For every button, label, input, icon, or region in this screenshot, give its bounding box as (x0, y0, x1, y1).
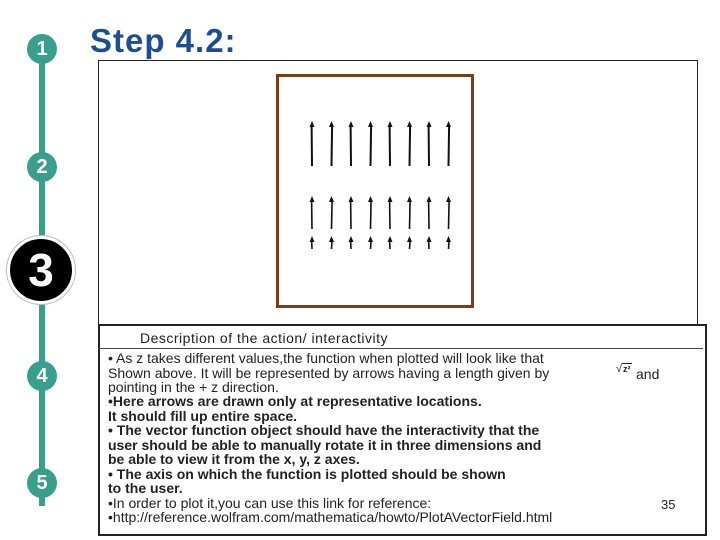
sqrt-formula: √z² (616, 363, 631, 375)
desc-line-5: It should fill up entire space. (108, 408, 298, 424)
desc-line-3: pointing in the + z direction. (108, 379, 279, 395)
page-title: Step 4.2: (90, 22, 237, 59)
desc-line-8: be able to view it from the x, y, z axes. (108, 451, 360, 467)
field-arrow (310, 196, 315, 229)
desc-line-1: • As z takes different values,the function when plotted will look like that (108, 350, 544, 366)
desc-line-12[interactable]: •http://reference.wolfram.com/mathematica/howto/PlotAVectorField.html (108, 509, 553, 525)
step-5[interactable] (27, 468, 57, 498)
description-heading: Description of the action/ interactivity (140, 330, 388, 346)
step-3-active[interactable] (7, 236, 75, 304)
field-arrow (446, 196, 451, 229)
step-2[interactable] (27, 152, 57, 182)
desc-line-6: • The vector function object should have the interactivity that the (108, 422, 540, 438)
field-arrow (407, 196, 412, 229)
step-1[interactable] (27, 34, 57, 64)
field-arrow (329, 196, 334, 229)
step-5-label: 5 (36, 471, 48, 494)
page-number: 35 (661, 497, 676, 512)
desc-line-11: •In order to plot it,you can use this link for reference: (108, 495, 432, 511)
field-arrow (388, 236, 393, 249)
field-arrow (310, 121, 315, 166)
step-3-label: 3 (28, 244, 54, 296)
field-arrow (427, 196, 432, 229)
field-arrow (329, 121, 334, 166)
desc-line-9: • The axis on which the function is plotted should be shown (108, 466, 506, 482)
field-arrow (310, 236, 315, 249)
field-arrow (446, 236, 451, 249)
field-arrow (388, 121, 393, 166)
vector-field-plot (276, 74, 474, 308)
desc-line-2-suffix: and (636, 366, 660, 382)
desc-line-2: Shown above. It will be represented by arrows having a length given by (108, 365, 550, 381)
field-arrow (349, 236, 354, 249)
desc-line-10: to the user. (108, 480, 183, 496)
field-arrow (388, 196, 393, 229)
field-arrow (368, 121, 373, 166)
field-arrow (427, 236, 432, 249)
sqrt-radicand: z² (623, 364, 631, 374)
step-2-label: 2 (36, 155, 48, 178)
field-arrow (368, 236, 373, 249)
step-4-label: 4 (36, 364, 48, 387)
field-arrow (349, 196, 354, 229)
vector-field-arrows (279, 77, 471, 305)
field-arrow (427, 121, 432, 166)
field-arrow (329, 236, 334, 249)
step-4[interactable] (27, 361, 57, 391)
field-arrow (407, 236, 412, 249)
step-1-label: 1 (36, 37, 48, 60)
field-arrow (349, 121, 354, 166)
description-divider (98, 348, 703, 349)
desc-line-7: user should be able to manually rotate it in three dimensions and (108, 437, 542, 453)
field-arrow (407, 121, 412, 166)
field-arrow (368, 196, 373, 229)
desc-line-4: •Here arrows are drawn only at representative locations. (108, 393, 482, 409)
field-arrow (446, 121, 451, 166)
